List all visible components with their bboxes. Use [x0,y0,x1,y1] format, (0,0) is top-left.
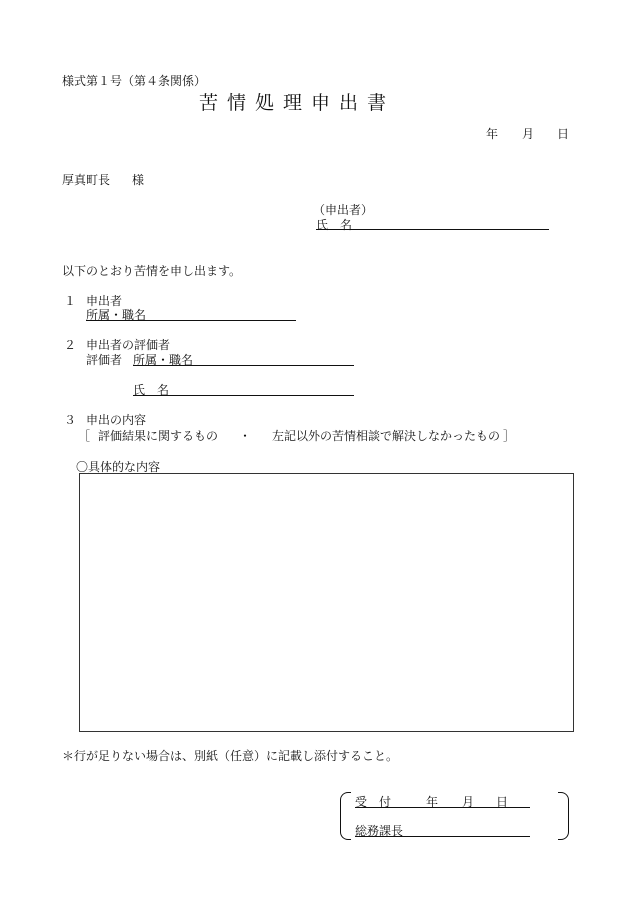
reception-year-label: 年 [426,795,439,809]
addressee-name: 厚真町長 [62,173,111,187]
section3-bracket-close: ］ [503,429,516,443]
applicant-name-field[interactable] [316,229,549,230]
addressee-honorific: 様 [132,173,145,187]
section1-heading: 申出者 [86,294,123,308]
details-textarea[interactable] [79,473,574,732]
intro-text: 以下のとおり苦情を申し出ます。 [62,264,242,278]
reception-bracket-left [340,792,351,840]
details-label: 〇具体的な内容 [76,460,161,474]
applicant-heading: （申出者） [313,203,374,217]
section2-number: ２ [64,338,77,352]
reception-received-label: 受 付 [355,795,392,809]
reception-section-chief-label: 総務課長 [355,824,404,838]
section2-affiliation-field[interactable] [133,365,354,366]
section2-evaluator-label: 評価者 [86,353,123,367]
section3-heading: 申出の内容 [86,413,147,427]
reception-bracket-right [558,792,569,840]
date-year-label: 年 [486,127,499,141]
section1-number: １ [64,294,77,308]
section1-affiliation-field[interactable] [86,320,296,321]
reception-day-label: 日 [496,795,509,809]
section2-affiliation-label: 所属・職名 [133,353,194,367]
section2-heading: 申出者の評価者 [86,338,171,352]
date-month-label: 月 [522,127,535,141]
footnote: ＊行が足りない場合は、別紙（任意）に記載し添付すること。 [62,749,399,763]
section3-option-evaluation[interactable]: 評価結果に関するもの [98,429,219,443]
applicant-name-label: 氏 名 [316,218,353,232]
page-title: 苦情処理申出書 [199,92,396,114]
reception-month-label: 月 [462,795,475,809]
reception-date-field[interactable] [355,807,530,808]
reception-signature-field[interactable] [355,836,530,837]
form-number: 様式第１号（第４条関係） [62,74,207,88]
section3-separator: ・ [239,429,252,443]
section2-name-label: 氏 名 [133,383,170,397]
section3-bracket-open: ［ [78,429,91,443]
section3-option-other[interactable]: 左記以外の苦情相談で解決しなかったもの [272,429,501,443]
date-day-label: 日 [557,127,570,141]
section3-number: ３ [64,413,77,427]
section2-name-field[interactable] [133,395,354,396]
section1-affiliation-label: 所属・職名 [86,308,147,322]
